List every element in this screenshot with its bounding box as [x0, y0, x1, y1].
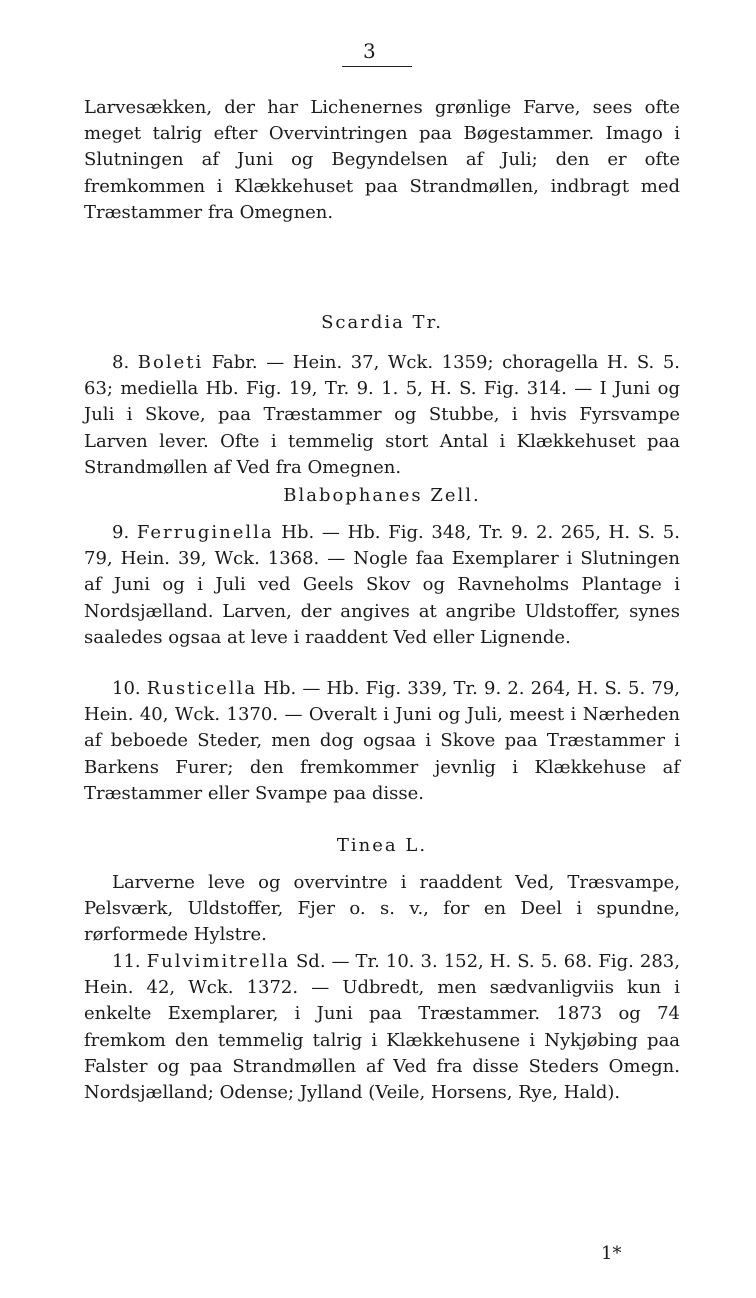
section-heading-tinea: Tinea L.	[336, 835, 428, 856]
entry-10-block	[84, 676, 680, 807]
entry-10-number: 10.	[112, 678, 141, 699]
entry-8-species: Boleti	[137, 352, 204, 373]
tinea-intro-block	[84, 870, 680, 949]
page-number: 3	[363, 39, 376, 63]
entry-10-species: Rusticella	[146, 678, 258, 699]
entry-9-species: Ferruginella	[136, 522, 274, 543]
entry-8	[84, 350, 680, 481]
intro-paragraph-block	[84, 95, 680, 226]
entry-10	[84, 676, 680, 807]
entry-11-species: Fulvimitrella	[146, 951, 290, 972]
entry-11	[84, 949, 680, 1106]
entry-9-block	[84, 520, 680, 651]
entry-9-number: 9.	[112, 522, 130, 543]
entry-9-text: Hb. — Hb. Fig. 348, Tr. 9. 2. 265, H. S. 5. 79, Hein. 39, Wck. 1368. — Nogle faa Exemplarer i Slutningen af Juni og i Juli ved Geels Skov og Ravneholms Plantage i Nordsjælland. Larven, der angives at angribe Uldstoffer, synes saaledes ogsaa at leve i raaddent Ved eller Lignende.	[84, 522, 680, 648]
signature-mark: 1*	[601, 1243, 622, 1264]
section-heading-scardia: Scardia Tr.	[321, 312, 443, 333]
tinea-intro: Larverne leve og overvintre i raaddent Ved, Træsvampe, Pelsværk, Uldstoffer, Fjer o. s. v., for en Deel i spundne, rørformede Hylstre.	[84, 872, 680, 946]
entry-10-text: Hb. — Hb. Fig. 339, Tr. 9. 2. 264, H. S. 5. 79, Hein. 40, Wck. 1370. — Overalt i Juni og Juli, meest i Nærheden af beboede Steder, men dog ogsaa i Skove paa Træstammer i Barkens Furer; den fremkommer jevnlig i Klækkehuse af Træstammer eller Svampe paa disse.	[84, 678, 680, 804]
entry-8-block	[84, 350, 680, 481]
intro-paragraph: Larvesækken, der har Lichenernes grønlige Farve, sees ofte meget talrig efter Overvintringen paa Bøgestammer. Imago i Slutningen af Juni og Begyndelsen af Juli; den er ofte fremkommen i Klækkehuset paa Strandmøllen, indbragt med Træstammer fra Omegnen.	[84, 97, 680, 223]
entry-9	[84, 520, 680, 651]
entry-11-block	[84, 949, 680, 1106]
entry-11-number: 11.	[112, 951, 141, 972]
page-number-rule	[342, 66, 412, 67]
entry-8-number: 8.	[112, 352, 130, 373]
entry-8-text: Fabr. — Hein. 37, Wck. 1359; choragella H. S. 5. 63; mediella Hb. Fig. 19, Tr. 9. 1. 5, H. S. Fig. 314. — I Juni og Juli i Skove, paa Træstammer og Stubbe, i hvis Fyrsvampe Larven lever. Ofte i temmelig stort Antal i Klækkehuset paa Strandmøllen af Ved fra Omegnen.	[84, 352, 680, 478]
entry-11-text: Sd. — Tr. 10. 3. 152, H. S. 5. 68. Fig. 283, Hein. 42, Wck. 1372. — Udbredt, men sædvanligviis kun i enkelte Exemplarer, i Juni paa Træstammer. 1873 og 74 fremkom den temmelig talrig i Klækkehusene i Nykjøbing paa Falster og paa Strandmøllen af Ved fra disse Steders Omegn. Nordsjælland; Odense; Jylland (Veile, Horsens, Rye, Hald).	[84, 951, 680, 1104]
section-heading-blabophanes: Blabophanes Zell.	[283, 485, 481, 506]
